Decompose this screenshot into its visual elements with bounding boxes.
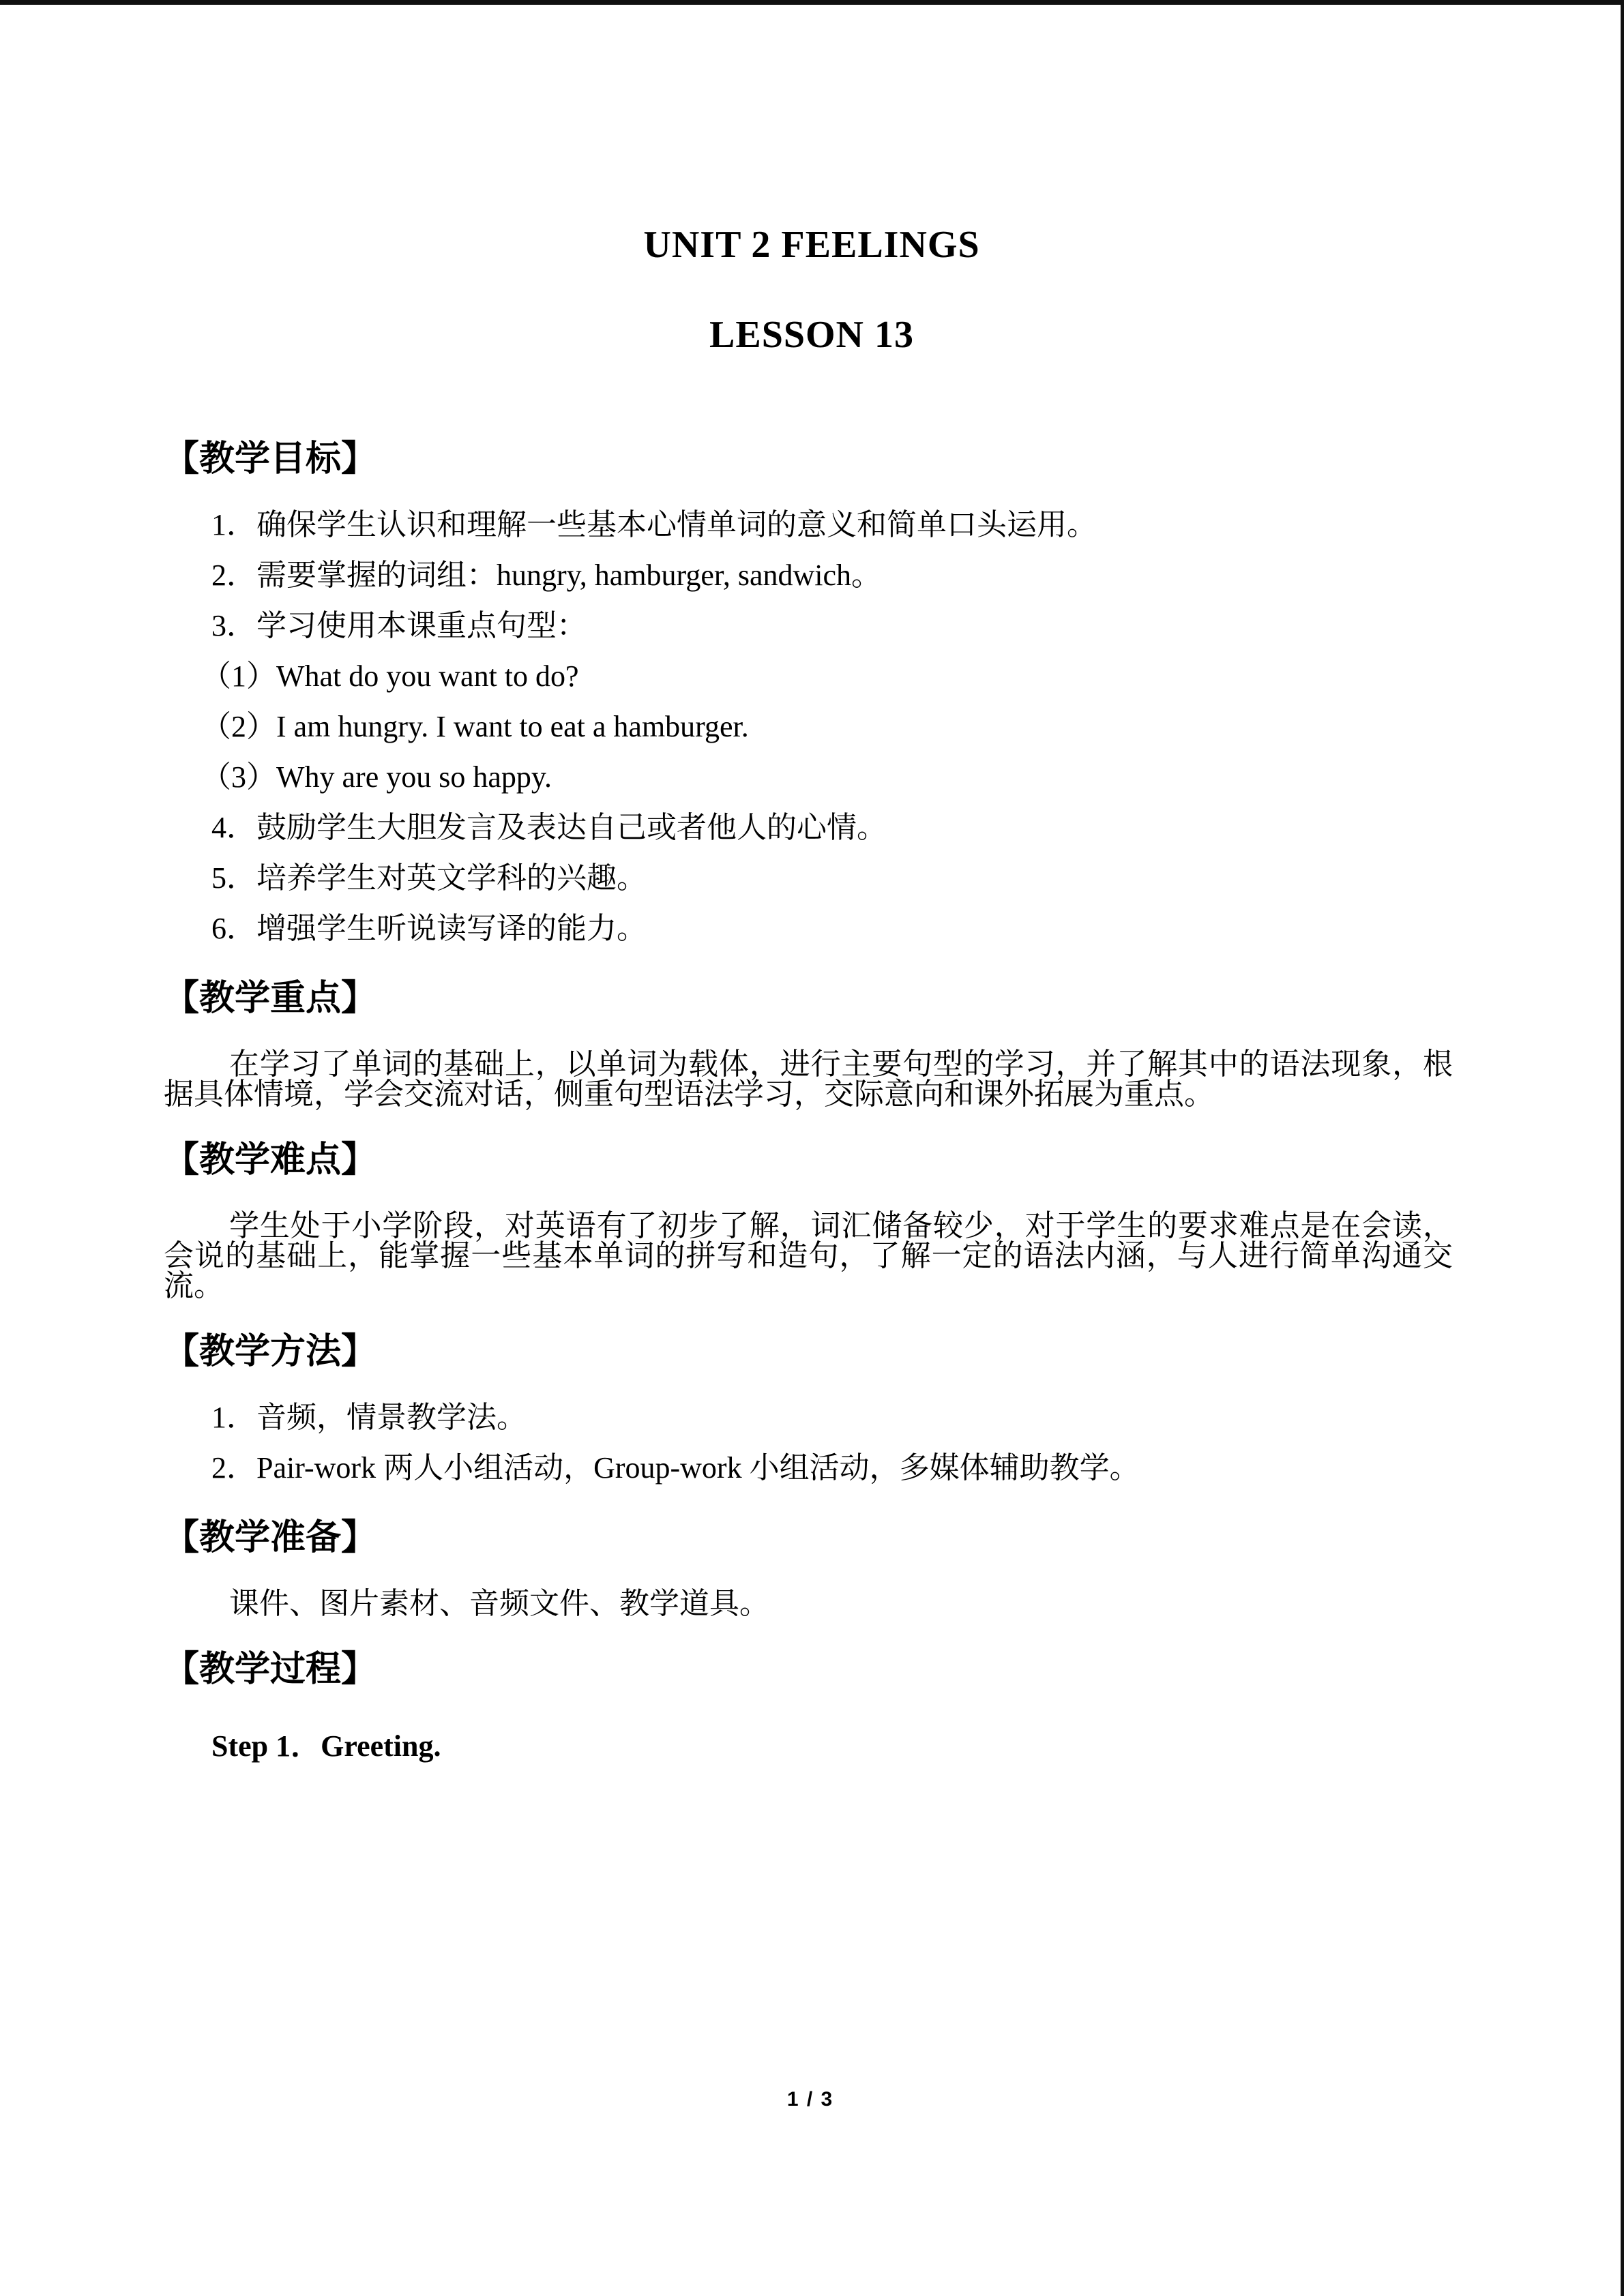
page-footer: 1 / 3 (786, 2088, 834, 2111)
objective-item-3: 3．学习使用本课重点句型： (211, 609, 587, 642)
document-title-lesson: LESSON 13 (709, 314, 914, 356)
process-step-1: Step 1．Greeting. (211, 1729, 441, 1763)
preparation-paragraph: 课件、图片素材、音频文件、教学道具。 (229, 1587, 769, 1620)
section-heading-key-points: 【教学重点】 (164, 979, 377, 1018)
section-heading-objectives: 【教学目标】 (164, 440, 377, 479)
key-points-paragraph: 在学习了单词的基础上，以单词为载体，进行主要句型的学习，并了解其中的语法现象，根据具体情境，学会交流对话，侧重句型语法学习，交际意向和课外拓展为重点。 (164, 1047, 1453, 1111)
section-heading-preparation: 【教学准备】 (164, 1519, 377, 1557)
method-item-1: 1．音频，情景教学法。 (211, 1401, 527, 1434)
objective-pattern-1: （1）What do you want to do? (201, 659, 579, 693)
difficulties-paragraph: 学生处于小学阶段，对英语有了初步了解，词汇储备较少，对于学生的要求难点是在会读，会说的基础上，能掌握一些基本单词的拼写和造句，了解一定的语法内涵，与人进行简单沟通交流。 (164, 1209, 1453, 1302)
section-heading-difficulties: 【教学难点】 (164, 1141, 377, 1180)
objective-item-6: 6．增强学生听说读写译的能力。 (211, 912, 647, 945)
objective-item-1: 1．确保学生认识和理解一些基本心情单词的意义和简单口头运用。 (211, 508, 1097, 541)
section-heading-methods: 【教学方法】 (164, 1332, 377, 1371)
section-heading-process: 【教学过程】 (164, 1650, 377, 1689)
objective-pattern-3: （3）Why are you so happy. (201, 760, 552, 794)
method-item-2: 2．Pair-work 两人小组活动，Group-work 小组活动，多媒体辅助教学。 (211, 1451, 1140, 1485)
objective-pattern-2: （2）I am hungry. I want to eat a hamburger. (201, 710, 749, 743)
objective-item-4: 4．鼓励学生大胆发言及表达自己或者他人的心情。 (211, 811, 887, 844)
document-title-unit: UNIT 2 FEELINGS (643, 224, 980, 266)
objective-item-5: 5．培养学生对英文学科的兴趣。 (211, 861, 647, 895)
objective-item-2: 2．需要掌握的词组：hungry, hamburger, sandwich。 (211, 558, 882, 592)
page-content (164, 5, 1460, 1761)
